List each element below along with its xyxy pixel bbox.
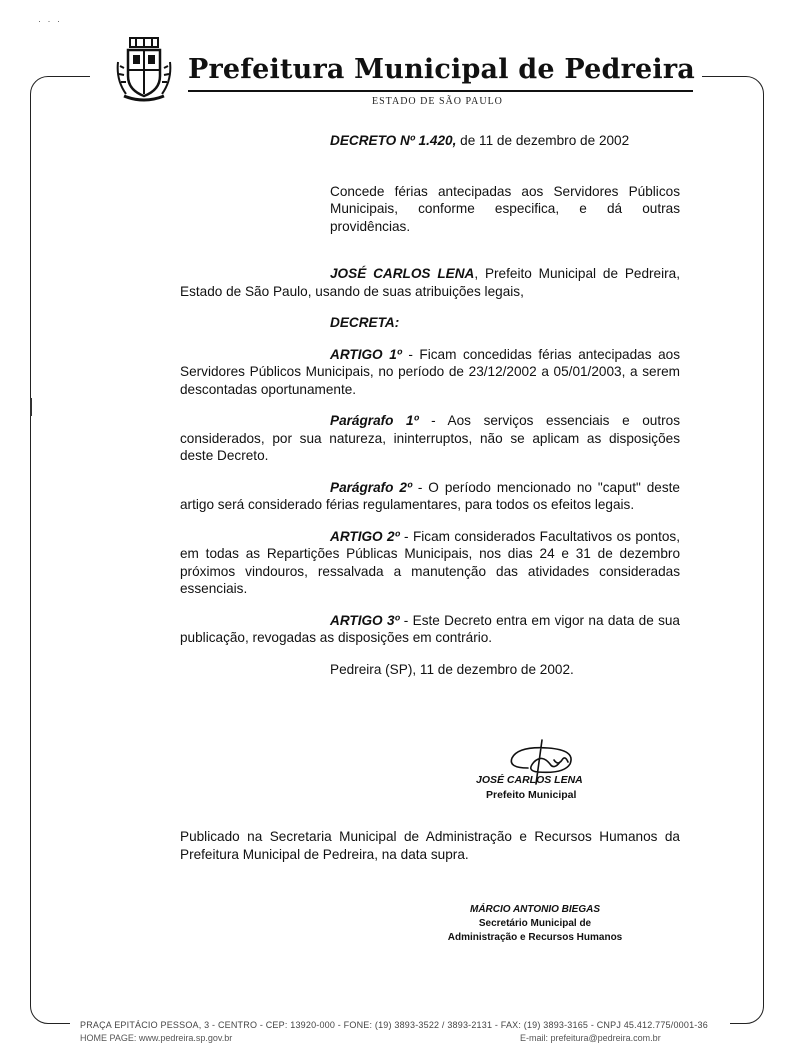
- mayor-name: JOSÉ CARLOS LENA: [330, 266, 475, 281]
- scan-mark: · · ·: [38, 16, 62, 26]
- article-1: [180, 346, 680, 399]
- decree-title: [180, 132, 680, 150]
- decreta-label: DECRETA:: [330, 315, 400, 330]
- page-title: Prefeitura Municipal de Pedreira: [188, 54, 695, 85]
- preamble-text: , Prefeito Municipal de Pedreira, Estado de São Paulo, usando de suas atribuições legais,: [180, 266, 680, 299]
- secretary-name: MÁRCIO ANTONIO BIEGAS: [469, 904, 600, 915]
- coat-of-arms-icon: [114, 36, 174, 104]
- mayor-signature-block: [450, 738, 650, 808]
- article-2: [180, 528, 680, 598]
- header-rule: [188, 90, 693, 92]
- paragraph-1-text: - Aos serviços essenciais e outros considerados, por sua natureza, ininterruptos, não se aplicam as disposições deste Decreto.: [180, 413, 681, 463]
- article-3-text: - Este Decreto entra em vigor na data de sua publicação, revogadas as disposições em contrário.: [180, 612, 680, 645]
- paragraph-2-label: Parágrafo 2º: [330, 479, 412, 495]
- margin-mark: [30, 398, 32, 416]
- signatory-name: JOSÉ CARLOS LENA: [476, 774, 583, 786]
- paragraph-2: [180, 479, 680, 514]
- decree-summary: Concede férias antecipadas aos Servidores Públicos Municipais, conforme especifica, e dá outras providências.: [330, 183, 680, 234]
- article-3-label: ARTIGO 3º: [330, 612, 400, 628]
- place-date: Pedreira (SP), 11 de dezembro de 2002.: [330, 661, 574, 677]
- paragraph-1-label: Parágrafo 1º: [330, 413, 419, 428]
- preamble: [180, 265, 680, 300]
- secretary-role-line2: Administração e Recursos Humanos: [447, 932, 623, 943]
- article-1-label: ARTIGO 1º: [330, 346, 402, 362]
- article-1-text: - Ficam concedidas férias antecipadas aos Servidores Públicos Municipais, no período de 23/12/2002 a 05/01/2003, a serem descontadas oportunamente.: [180, 346, 681, 397]
- footer-homepage: HOME PAGE: www.pedreira.sp.gov.br: [80, 1033, 233, 1043]
- state-subtitle: ESTADO DE SÃO PAULO: [372, 96, 503, 107]
- paragraph-1: [180, 412, 680, 465]
- article-2-text: - Ficam considerados Facultativos os pontos, em todas as Repartições Públicas Municipais, nos dias 24 e 31 de dezembro próximos vindouros, ressalvada a manutenção das atividades consideradas essenciais.: [180, 528, 681, 596]
- signatory-role: Prefeito Municipal: [486, 789, 577, 801]
- secretary-block: [420, 903, 650, 945]
- footer-address: PRAÇA EPITÁCIO PESSOA, 3 - CENTRO - CEP: 13920-000 - FONE: (19) 3893-3522 / 3893-2131 - FAX: (19) 3893-3165 - CNPJ 45.412.775/0001-36: [80, 1020, 708, 1030]
- decree-date: de 11 de dezembro de 2002: [456, 133, 630, 148]
- publication-note: Publicado na Secretaria Municipal de Administração e Recursos Humanos da Prefeitura Municipal de Pedreira, na data supra.: [180, 829, 680, 862]
- decree-number: DECRETO Nº 1.420,: [330, 133, 457, 148]
- article-2-label: ARTIGO 2º: [330, 528, 400, 544]
- footer-email: E-mail: prefeitura@pedreira.com.br: [520, 1033, 661, 1043]
- decreta-heading: [180, 314, 680, 332]
- decree-body: [180, 128, 680, 678]
- article-3: [180, 612, 680, 647]
- paragraph-2-text: - O período mencionado no "caput" deste artigo será considerado férias regulamentares, para todos os efeitos legais.: [180, 479, 680, 512]
- secretary-role-line1: Secretário Municipal de: [478, 918, 592, 929]
